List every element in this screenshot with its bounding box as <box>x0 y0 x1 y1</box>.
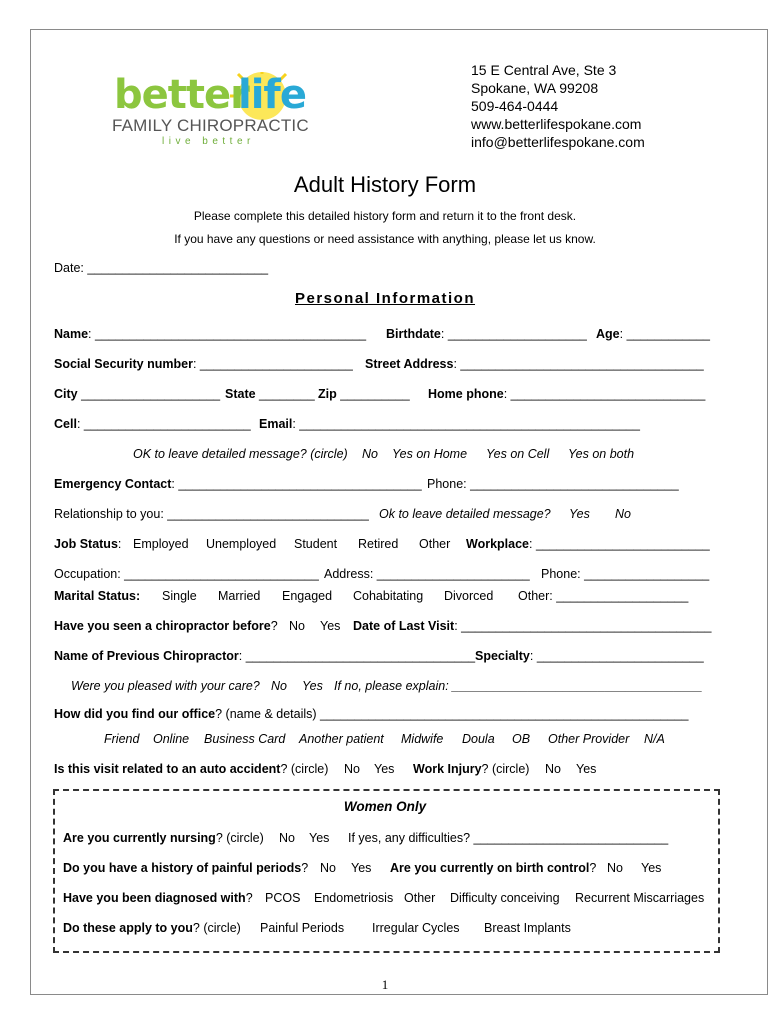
job-other[interactable]: Other <box>419 537 451 551</box>
referral-na[interactable]: N/A <box>644 732 665 746</box>
address-line1: 15 E Central Ave, Ste 3 <box>471 62 617 78</box>
previous-chiropractor-field[interactable]: Name of Previous Chiropractor: _________________________________ <box>54 649 476 663</box>
relationship-field[interactable]: Relationship to you: _____________________________ <box>54 507 369 521</box>
age-field[interactable]: Age: ____________ <box>596 327 710 341</box>
address-line2: Spokane, WA 99208 <box>471 80 599 96</box>
marital-cohabitating[interactable]: Cohabitating <box>353 589 424 603</box>
nursing-question: Are you currently nursing? (circle) <box>63 831 264 845</box>
nursing-yes[interactable]: Yes <box>309 831 330 845</box>
referral-midwife[interactable]: Midwife <box>401 732 444 746</box>
referral-online[interactable]: Online <box>153 732 190 746</box>
pleased-question: Were you pleased with your care? <box>71 679 260 693</box>
diagnosed-pcos[interactable]: PCOS <box>265 891 301 905</box>
ok-message-yes[interactable]: Yes <box>569 507 590 521</box>
work-injury-question: Work Injury? (circle) <box>413 762 530 776</box>
workplace-field[interactable]: Workplace: _________________________ <box>466 537 710 551</box>
birthdate-field[interactable]: Birthdate: ____________________ <box>386 327 587 341</box>
job-student[interactable]: Student <box>294 537 338 551</box>
marital-status-label: Marital Status: <box>54 589 141 603</box>
state-field[interactable]: State ________ <box>225 387 315 401</box>
chiropractor-before-yes[interactable]: Yes <box>320 619 341 633</box>
diagnosed-difficulty-conceiving[interactable]: Difficulty conceiving <box>450 891 560 905</box>
pleased-yes[interactable]: Yes <box>302 679 323 693</box>
ssn-field[interactable]: Social Security number: ______________________ <box>54 357 353 371</box>
job-retired[interactable]: Retired <box>358 537 399 551</box>
occupation-field[interactable]: Occupation: ____________________________ <box>54 567 319 581</box>
painful-periods-yes[interactable]: Yes <box>351 861 372 875</box>
intro-line2: If you have any questions or need assistance with anything, please let us know. <box>174 232 596 246</box>
logo-tagline: live better <box>162 136 255 147</box>
nursing-no[interactable]: No <box>279 831 295 845</box>
women-only-title: Women Only <box>343 799 427 814</box>
nursing-difficulties-field[interactable]: If yes, any difficulties? ____________________________ <box>348 831 669 845</box>
apply-painful-periods[interactable]: Painful Periods <box>260 921 345 935</box>
date-field[interactable]: Date: __________________________ <box>54 261 269 275</box>
intro-line1: Please complete this detailed history form and return it to the front desk. <box>193 209 577 223</box>
apply-irregular-cycles[interactable]: Irregular Cycles <box>372 921 460 935</box>
name-field[interactable]: Name: _______________________________________ <box>54 327 367 341</box>
auto-accident-no[interactable]: No <box>344 762 360 776</box>
emergency-contact-field[interactable]: Emergency Contact: ___________________________________ <box>54 477 422 491</box>
referral-business-card[interactable]: Business Card <box>204 732 286 746</box>
diagnosed-other[interactable]: Other <box>404 891 436 905</box>
clinic-website[interactable]: www.betterlifespokane.com <box>471 116 642 132</box>
message-option-cell[interactable]: Yes on Cell <box>486 447 550 461</box>
page-number: 1 <box>381 977 389 992</box>
chiropractor-before-question: Have you seen a chiropractor before? <box>54 619 278 633</box>
job-status-label: Job Status: <box>54 537 122 551</box>
marital-divorced[interactable]: Divorced <box>444 589 494 603</box>
find-office-field[interactable]: How did you find our office? (name & details) _____________________________________________________ <box>54 707 689 721</box>
job-unemployed[interactable]: Unemployed <box>206 537 277 551</box>
home-phone-field[interactable]: Home phone: ____________________________ <box>428 387 706 401</box>
marital-single[interactable]: Single <box>162 589 197 603</box>
cell-field[interactable]: Cell: ________________________ <box>54 417 251 431</box>
message-question: OK to leave detailed message? (circle) <box>133 447 348 461</box>
apply-breast-implants[interactable]: Breast Implants <box>484 921 571 935</box>
diagnosed-endometriosis[interactable]: Endometriosis <box>314 891 394 905</box>
city-field[interactable]: City ____________________ <box>54 387 221 401</box>
specialty-field[interactable]: Specialty: ________________________ <box>475 649 704 663</box>
logo-life-text: life <box>238 72 306 118</box>
birth-control-yes[interactable]: Yes <box>641 861 662 875</box>
emergency-phone-field[interactable]: Phone: ______________________________ <box>427 477 679 491</box>
chiropractor-before-no[interactable]: No <box>289 619 305 633</box>
referral-ob[interactable]: OB <box>512 732 531 746</box>
clinic-phone: 509-464-0444 <box>471 98 559 114</box>
job-employed[interactable]: Employed <box>133 537 189 551</box>
work-injury-yes[interactable]: Yes <box>576 762 597 776</box>
explain-field[interactable]: If no, please explain: ____________________________________ <box>334 679 703 693</box>
marital-engaged[interactable]: Engaged <box>282 589 333 603</box>
referral-another-patient[interactable]: Another patient <box>299 732 384 746</box>
clinic-address <box>471 61 645 151</box>
message-option-both[interactable]: Yes on both <box>568 447 635 461</box>
diagnosed-recurrent-miscarriages[interactable]: Recurrent Miscarriages <box>575 891 705 905</box>
referral-doula[interactable]: Doula <box>462 732 495 746</box>
ok-message-question: Ok to leave detailed message? <box>379 507 551 521</box>
apply-question: Do these apply to you? (circle) <box>63 921 241 935</box>
work-phone-field[interactable]: Phone: __________________ <box>541 567 710 581</box>
pleased-no[interactable]: No <box>271 679 287 693</box>
birth-control-no[interactable]: No <box>607 861 623 875</box>
diagnosed-question: Have you been diagnosed with? <box>63 891 253 905</box>
referral-other-provider[interactable]: Other Provider <box>548 732 630 746</box>
ok-message-no[interactable]: No <box>615 507 631 521</box>
marital-other-field[interactable]: Other: ___________________ <box>518 589 689 603</box>
email-field[interactable]: Email: _________________________________________________ <box>259 417 640 431</box>
auto-accident-yes[interactable]: Yes <box>374 762 395 776</box>
street-address-field[interactable]: Street Address: ___________________________________ <box>365 357 704 371</box>
work-injury-no[interactable]: No <box>545 762 561 776</box>
clinic-email[interactable]: info@betterlifespokane.com <box>471 134 645 150</box>
section-title: Personal Information <box>294 290 476 307</box>
logo-better-text: better <box>114 72 249 118</box>
painful-periods-question: Do you have a history of painful periods? <box>63 861 309 875</box>
better-life-logo <box>110 72 325 152</box>
form-title: Adult History Form <box>293 172 477 197</box>
auto-accident-question: Is this visit related to an auto accident? (circle) <box>54 762 329 776</box>
zip-field[interactable]: Zip __________ <box>318 387 410 401</box>
painful-periods-no[interactable]: No <box>320 861 336 875</box>
marital-married[interactable]: Married <box>218 589 261 603</box>
message-option-no[interactable]: No <box>362 447 378 461</box>
last-visit-field[interactable]: Date of Last Visit: ____________________________________ <box>353 619 712 633</box>
birth-control-question: Are you currently on birth control? <box>390 861 597 875</box>
logo-subtitle: FAMILY CHIROPRACTIC <box>112 116 309 135</box>
referral-friend[interactable]: Friend <box>104 732 140 746</box>
work-address-field[interactable]: Address: ______________________ <box>324 567 530 581</box>
message-option-home[interactable]: Yes on Home <box>392 447 468 461</box>
